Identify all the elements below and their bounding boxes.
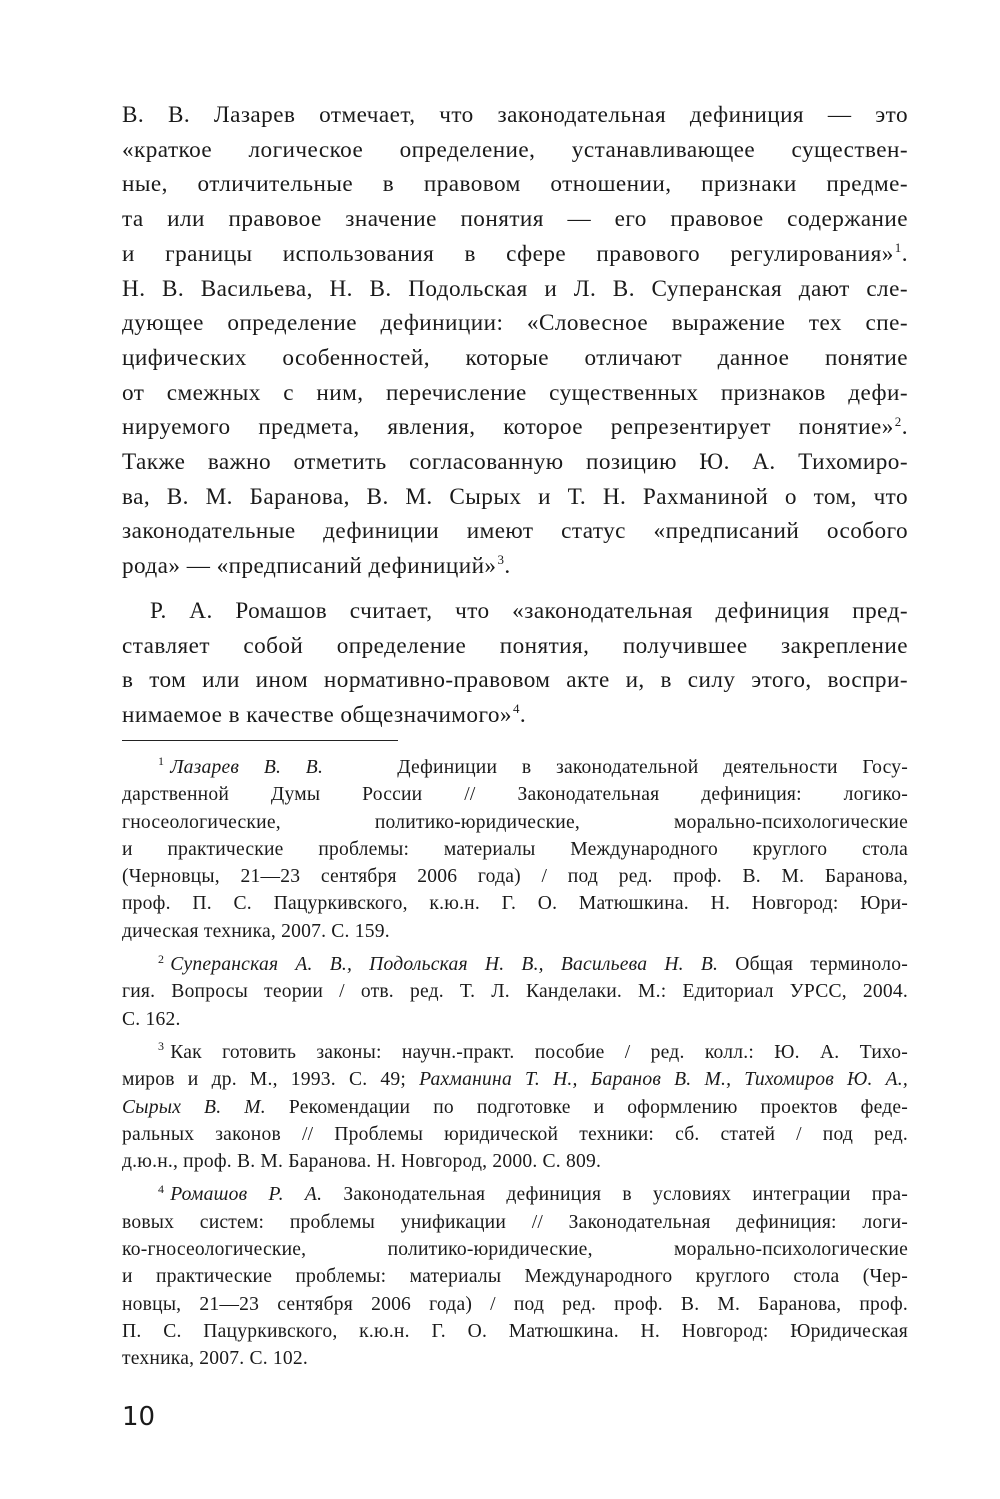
text-line: та или правовое значение понятия — его правовое содержание (122, 206, 908, 233)
text-fragment: рода» — «предписаний дефиниций» (122, 553, 497, 580)
footnote-2 (122, 951, 908, 1033)
footnote-ref-4[interactable]: 4 (512, 701, 520, 717)
footnote-number: 1 (158, 754, 165, 769)
footnotes (122, 754, 908, 1379)
footnote-line: проф. П. С. Пацуркивского, к.ю.н. Г. О. Матюшкина. Н. Новгород: Юри- (122, 893, 908, 915)
text-line: ные, отличительные в правовом отношении, признаки предме- (122, 171, 908, 198)
period: . (901, 414, 908, 441)
footnote-authors: Суперанская А. В., Подольская Н. В., Васильева Н. В. (170, 954, 719, 976)
footnote-text: Как готовить законы: научн.-практ. пособие / ред. колл.: Ю. А. Тихо- (170, 1041, 908, 1063)
footnote-author: Ромашов Р. А. (170, 1184, 323, 1206)
footnote-ref-2[interactable]: 2 (894, 413, 902, 429)
footnote-line: (Черновцы, 21—23 сентября 2006 года) / под ред. проф. В. М. Баранова, (122, 866, 908, 888)
text-line-with-ref (122, 549, 908, 584)
text-line: ставляет собой определение понятия, получившее закрепление (122, 632, 908, 659)
footnote-line: техника, 2007. С. 102. (122, 1348, 309, 1370)
period: . (504, 553, 511, 580)
text-line: Н. В. Васильева, Н. В. Подольская и Л. В. Суперанская дают сле- (122, 275, 908, 302)
footnote-line: и практические проблемы: материалы Международного круглого стола (122, 838, 908, 860)
footnote-text: Законодательная дефиниция в условиях интеграции пра- (343, 1184, 908, 1206)
footnote-4 (122, 1181, 908, 1372)
footnote-line: ко-гносеологические, политико-юридические, морально-психологические (122, 1239, 908, 1261)
footnote-line: и практические проблемы: материалы Международного круглого стола (Чер- (122, 1266, 908, 1288)
period: . (901, 240, 908, 267)
text-line: законодательные дефиниции имеют статус «предписаний особого (122, 518, 908, 545)
footnote-1 (122, 754, 908, 945)
footnote-ref-3[interactable]: 3 (497, 552, 505, 568)
page-number: 10 (122, 1402, 156, 1432)
text-fragment: и границы использования в сфере правового регулирования» (122, 240, 894, 267)
text-line: Р. А. Ромашов считает, что «законодательная дефиниция пред- (150, 597, 908, 624)
footnote-line: вовых систем: проблемы унификации // Законодательная дефиниция: логи- (122, 1211, 908, 1233)
footnote-text: миров и др. М., 1993. С. 49; (122, 1069, 407, 1091)
footnote-line (122, 951, 908, 978)
footnote-line (122, 1094, 908, 1121)
footnote-text: Общая терминоло- (735, 954, 908, 976)
footnote-3 (122, 1039, 908, 1175)
text-line: дующее определение дефиниции: «Словесное выражение тех спе- (122, 310, 908, 337)
footnote-authors: Сырых В. М. (122, 1096, 266, 1118)
footnote-line: новцы, 21—23 сентября 2006 года) / под ред. проф. В. М. Баранова, проф. (122, 1293, 908, 1315)
footnote-number: 2 (158, 951, 165, 966)
footnote-divider (122, 740, 398, 741)
footnote-line (122, 1181, 908, 1208)
footnote-line: дарственной Думы России // Законодательная дефиниция: логико- (122, 784, 908, 806)
text-line: ва, В. М. Баранова, В. М. Сырых и Т. Н. Рахманиной о том, что (122, 483, 908, 510)
footnote-line (122, 1039, 908, 1066)
footnote-text: Дефиниции в законодательной деятельности Госу- (397, 757, 909, 778)
text-line: Также важно отметить согласованную позицию Ю. А. Тихомиро- (122, 449, 908, 476)
text-fragment: нируемого предмета, явления, которое репрезентирует понятие» (122, 414, 894, 441)
main-text (122, 98, 908, 733)
text-line: в том или ином нормативно-правовом акте и, в силу этого, воспри- (122, 667, 908, 694)
text-fragment: нимаемое в качестве общезначимого» (122, 701, 512, 728)
footnote-number: 3 (158, 1039, 165, 1054)
footnote-authors: Рахманина Т. Н., Баранов В. М., Тихомиров Ю. А., (419, 1069, 908, 1091)
text-line-with-ref (122, 237, 908, 272)
footnote-line: П. С. Пацуркивского, к.ю.н. Г. О. Матюшкина. Н. Новгород: Юридическая (122, 1320, 908, 1342)
page-body (122, 98, 908, 733)
footnote-line: гносеологические, политико-юридические, морально-психологические (122, 811, 908, 833)
text-line: «краткое логическое определение, устанавливающее существен- (122, 136, 908, 163)
footnote-line: д.ю.н., проф. В. М. Баранова. Н. Новгород, 2000. С. 809. (122, 1151, 602, 1173)
text-line-with-ref (122, 410, 908, 445)
text-line-with-ref (122, 698, 908, 733)
footnote-ref-1[interactable]: 1 (894, 240, 902, 256)
footnote-line: дическая техника, 2007. С. 159. (122, 920, 390, 942)
footnote-line: ральных законов // Проблемы юридической техники: сб. статей / под ред. (122, 1123, 908, 1145)
footnote-line: С. 162. (122, 1008, 181, 1030)
footnote-author: Лазарев В. В. (170, 757, 324, 778)
footnote-text: Рекомендации по подготовке и оформлению проектов феде- (288, 1096, 909, 1118)
period: . (519, 701, 527, 728)
footnote-line: гия. Вопросы теории / отв. ред. Т. Л. Канделаки. М.: Едиториал УРСС, 2004. (122, 981, 908, 1003)
text-line: цифических особенностей, которые отличают данное понятие (122, 344, 908, 371)
footnote-line (122, 754, 908, 781)
footnote-number: 4 (158, 1181, 165, 1196)
footnote-line (122, 1066, 908, 1093)
text-line: В. В. Лазарев отмечает, что законодательная дефиниция — это (122, 102, 908, 128)
text-line: от смежных с ним, перечисление существенных признаков дефи- (122, 379, 908, 406)
